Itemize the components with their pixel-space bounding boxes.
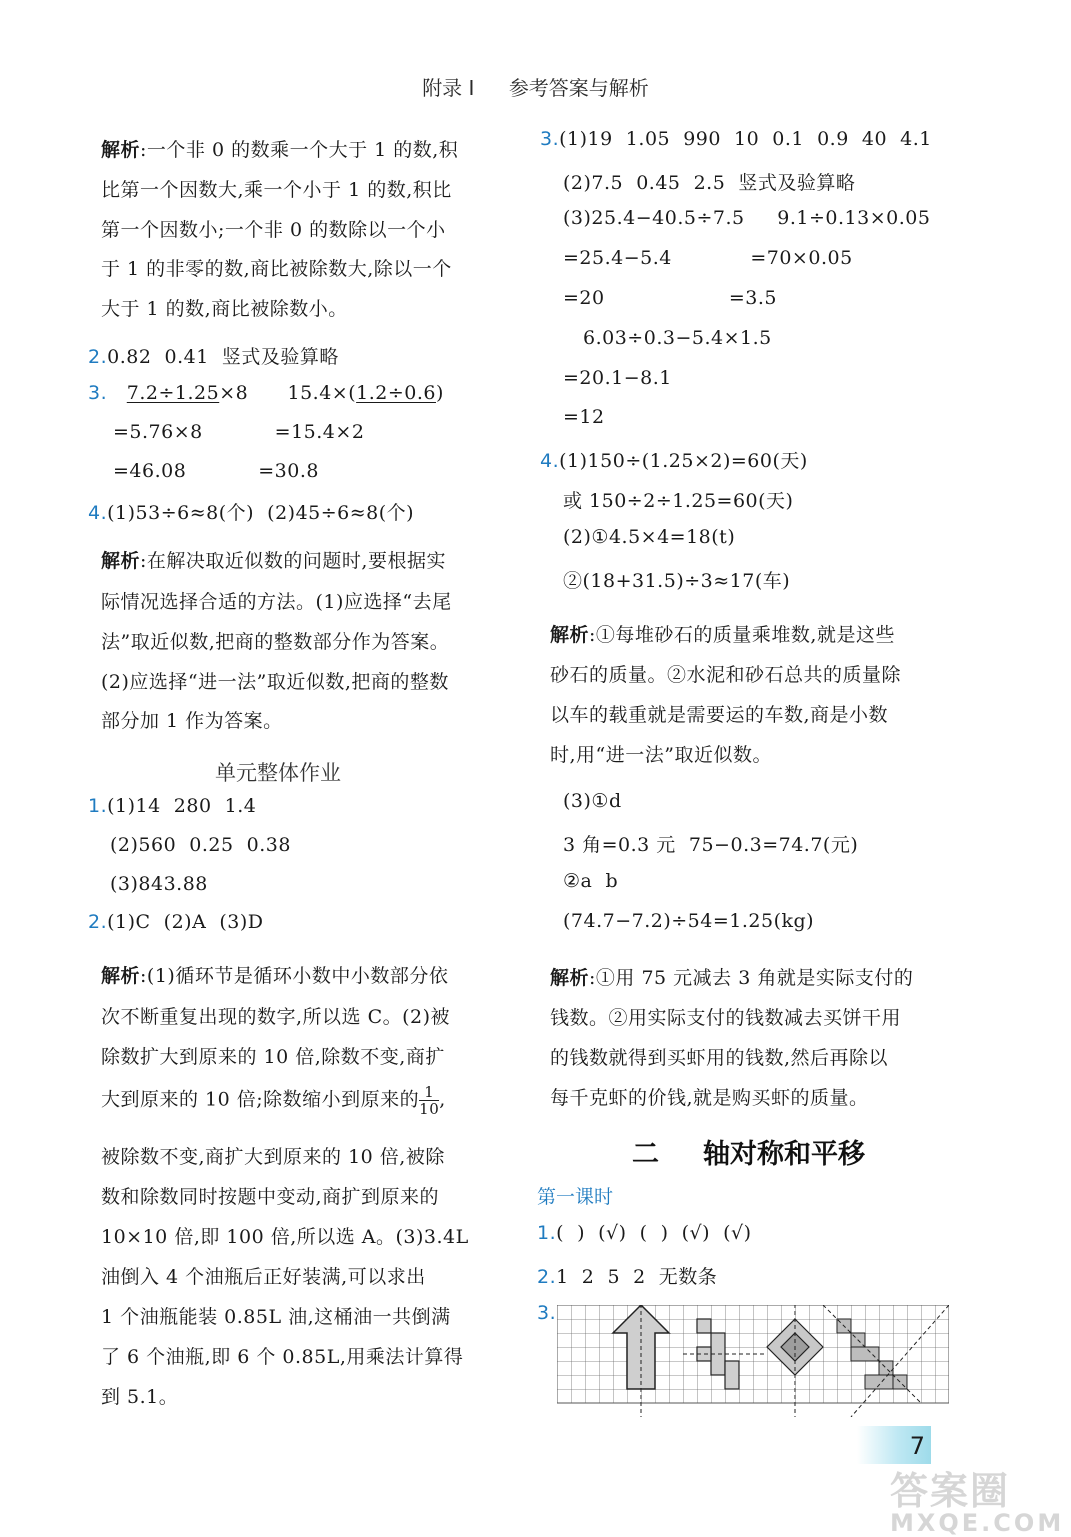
symmetry-grid-figure <box>557 1305 949 1421</box>
question-3-step-1: =5.76×8 =15.4×2 <box>113 421 365 443</box>
page-number: 7 <box>857 1426 931 1464</box>
analysis-1-line-5: 大于 1 的数,商比被除数小。 <box>101 298 348 320</box>
analysis-5-line-2: 次不断重复出现的数字,所以选 C。(2)被 <box>101 1006 451 1028</box>
r-question-3-part-3: (3)25.4−40.5÷7.5 9.1÷0.13×0.05 <box>563 207 931 229</box>
r-question-4-part-3b-calc: (74.7−7.2)÷54=1.25(kg) <box>563 910 815 932</box>
analysis-5-line-5: 被除数不变,商扩大到原来的 10 倍,被除 <box>101 1146 445 1168</box>
r-question-4-part-2b: ②(18+31.5)÷3≈17(车) <box>563 570 791 592</box>
r-question-4-alt: 或 150÷2÷1.25=60(天) <box>563 490 794 512</box>
analysis-5-line-1: 解析:(1)循环节是循环小数中小数部分依 <box>101 965 449 987</box>
analysis-7-line-4: 每千克虾的价钱,就是购买虾的质量。 <box>550 1087 869 1109</box>
analysis-4-line-4: (2)应选择“进一法”取近似数,把商的整数 <box>101 671 449 693</box>
analysis-5-line-8: 油倒入 4 个油瓶后正好装满,可以求出 <box>101 1266 426 1288</box>
lesson-label: 第一课时 <box>537 1186 614 1208</box>
analysis-1-line-3: 第一个因数小;一个非 0 的数除以一个小 <box>101 219 446 241</box>
analysis-5-line-11: 到 5.1。 <box>101 1386 179 1408</box>
analysis-5-line-4: 大到原来的 10 倍;除数缩小到原来的 $\frac{1}{10}$ , <box>101 1083 446 1118</box>
lesson-q1: 1.( ) (√) ( ) (√) (√) <box>537 1222 752 1244</box>
analysis-5-line-6: 数和除数同时按题中变动,商扩到原来的 <box>101 1186 440 1208</box>
r-question-3-expr-3: 6.03÷0.3−5.4×1.5 <box>583 327 772 349</box>
chapter-title: 二 轴对称和平移 <box>632 1139 865 1170</box>
fraction-one-tenth: $\frac{1}{10}$ <box>419 1083 440 1118</box>
r-question-3-step-4: =12 <box>563 406 605 428</box>
header-appendix: 附录 Ⅰ <box>422 76 475 100</box>
question-3-step-2: =46.08 =30.8 <box>113 460 319 482</box>
analysis-6-line-1: 解析:①每堆砂石的质量乘堆数,就是这些 <box>550 624 895 646</box>
r-question-4-part-3: (3)①d <box>563 790 622 812</box>
analysis-5-line-10: 了 6 个油瓶,即 6 个 0.85L,用乘法计算得 <box>101 1346 464 1368</box>
question-2: 2.0.82 0.41 竖式及验算略 <box>88 346 339 368</box>
lesson-q2: 2.1 2 5 2 无数条 <box>537 1266 718 1288</box>
r-question-3-step-1: =25.4−5.4 =70×0.05 <box>563 247 853 269</box>
unit-q1-part-2: (2)560 0.25 0.38 <box>110 834 291 856</box>
analysis-1-line-4: 于 1 的非零的数,商比被除数大,除以一个 <box>101 258 452 280</box>
analysis-7-line-1: 解析:①用 75 元减去 3 角就是实际支付的 <box>550 967 914 989</box>
section-title-unit-homework: 单元整体作业 <box>215 761 341 785</box>
analysis-4-line-2: 际情况选择合适的方法。(1)应选择“去尾 <box>101 591 452 613</box>
r-question-4-part-3b: ②a b <box>563 870 619 892</box>
header-title: 参考答案与解析 <box>508 76 649 100</box>
analysis-4-line-3: 法”取近似数,把商的整数部分作为答案。 <box>101 631 450 653</box>
analysis-4-line-5: 部分加 1 作为答案。 <box>101 710 283 732</box>
r-question-3-step-2: =20 =3.5 <box>563 287 777 309</box>
analysis-6-line-3: 以车的载重就是需要运的车数,商是小数 <box>550 704 889 726</box>
question-3: 3. 7.2÷1.25×8 15.4×(1.2÷0.6) <box>88 382 444 404</box>
grid-drawing <box>557 1305 949 1417</box>
r-question-3-part-2: (2)7.5 0.45 2.5 竖式及验算略 <box>563 172 856 194</box>
question-4: 4.(1)53÷6≈8(个) (2)45÷6≈8(个) <box>88 502 415 524</box>
analysis-5-line-9: 1 个油瓶能装 0.85L 油,这桶油一共倒满 <box>101 1306 451 1328</box>
unit-q1-part-3: (3)843.88 <box>110 873 208 895</box>
r-question-4-part-3-calc: 3 角=0.3 元 75−0.3=74.7(元) <box>563 834 859 856</box>
r-question-4-part-2a: (2)①4.5×4=18(t) <box>563 526 736 548</box>
analysis-6-line-4: 时,用“进一法”取近似数。 <box>550 744 772 766</box>
analysis-7-line-3: 的钱数就得到买虾用的钱数,然后再除以 <box>550 1047 889 1069</box>
analysis-5-line-3: 除数扩大到原来的 10 倍,除数不变,商扩 <box>101 1046 445 1068</box>
page-header <box>0 72 1071 101</box>
analysis-4-line-1: 解析:在解决取近似数的问题时,要根据实 <box>101 550 446 572</box>
r-question-3-step-3: =20.1−8.1 <box>563 367 672 389</box>
analysis-6-line-2: 砂石的质量。②水泥和砂石总共的质量除 <box>550 664 902 686</box>
analysis-1-line-2: 比第一个因数大,乘一个小于 1 的数,积比 <box>101 179 452 201</box>
unit-q2: 2.(1)C (2)A (3)D <box>88 911 264 933</box>
lesson-q3: 3. <box>537 1302 557 1324</box>
watermark-logo: 答案圈 MXQE.COM <box>890 1469 1065 1537</box>
r-question-4: 4.(1)150÷(1.25×2)=60(天) <box>540 450 808 472</box>
analysis-7-line-2: 钱数。②用实际支付的钱数减去买饼干用 <box>550 1007 902 1029</box>
r-question-3: 3.(1)19 1.05 990 10 0.1 0.9 40 4.1 <box>540 128 932 150</box>
analysis-5-line-7: 10×10 倍,即 100 倍,所以选 A。(3)3.4L <box>101 1226 469 1248</box>
analysis-1-line-1: 解析:一个非 0 的数乘一个大于 1 的数,积 <box>101 139 459 161</box>
unit-q1: 1.(1)14 280 1.4 <box>88 795 257 817</box>
